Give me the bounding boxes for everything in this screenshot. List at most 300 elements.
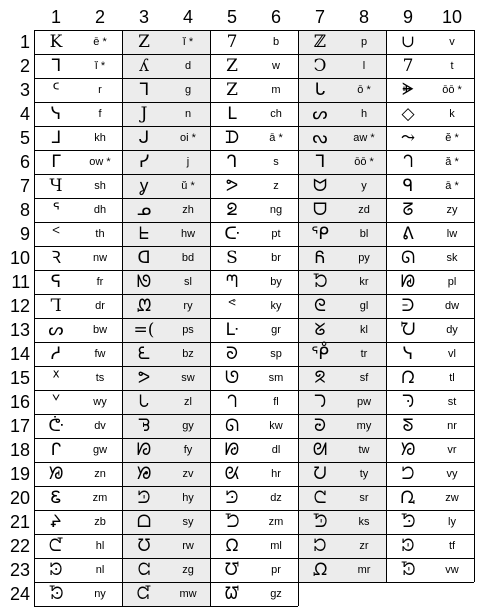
row-divider [34, 270, 474, 271]
letter-glyph: ᕭ [401, 296, 415, 316]
letter-sound: ly [448, 516, 456, 528]
letter-glyph: ᒣ [50, 56, 62, 76]
letter-sound: gl [342, 294, 386, 318]
letter-sound: zv [166, 462, 210, 486]
letter-glyph: ᘕ [402, 416, 414, 436]
letter-glyph: ᕗ [122, 366, 166, 390]
letter-glyph: ᘭ [48, 536, 64, 556]
letter-glyph: ᓯ [122, 150, 166, 174]
letter-sound: y [342, 174, 386, 198]
letter-glyph: ᘄ [298, 390, 342, 414]
letter-glyph: ᑫ [402, 176, 414, 196]
letter-sound: mr [342, 558, 386, 582]
letter-sound: rw [166, 534, 210, 558]
letter-glyph: K [49, 32, 63, 52]
letter-sound: kr [342, 270, 386, 294]
letter-glyph: ᖨ [50, 512, 62, 532]
letter-sound: ch [270, 108, 282, 120]
column-divider [298, 30, 299, 606]
letter-sound: kw [269, 420, 283, 432]
row-divider [34, 246, 474, 247]
letter-glyph: ᘠ [122, 462, 166, 486]
row-number: 21 [9, 512, 30, 532]
letter-glyph: ᘹ [122, 582, 166, 606]
letter-glyph: ᒐ [298, 78, 342, 102]
row-divider [34, 174, 474, 175]
letter-glyph: Ч [49, 176, 63, 196]
letter-sound: g [166, 78, 210, 102]
letter-sound: bd [166, 246, 210, 270]
letter-glyph: ᘗ [122, 438, 166, 462]
letter-sound: dh [93, 204, 107, 216]
row-divider [34, 342, 474, 343]
letter-sound: wy [93, 396, 107, 408]
letter-sound: dz [270, 492, 282, 504]
letter-sound: ty [342, 462, 386, 486]
letter-glyph: ᘰ [298, 534, 342, 558]
row-number: 13 [9, 320, 30, 340]
letter-sound: sf [342, 366, 386, 390]
row-divider [34, 318, 474, 319]
letter-sound: ow * [89, 156, 111, 168]
letter-sound: hr [271, 468, 281, 480]
letter-sound: dl [271, 444, 281, 456]
letter-sound: tr [342, 342, 386, 366]
letter-sound: kl [342, 318, 386, 342]
letter-glyph: Ᏺ [298, 246, 342, 270]
letter-glyph: 7 [226, 32, 238, 52]
letter-glyph: Ꝛ [51, 248, 61, 268]
letter-glyph: ᔕ [48, 320, 64, 340]
letter-sound: hy [166, 486, 210, 510]
letter-glyph: ᘁ [51, 392, 61, 412]
letter-glyph: ᘞ [400, 440, 416, 460]
letter-sound: ĭ * [94, 60, 106, 72]
letter-glyph: ∪ [400, 32, 416, 52]
letter-glyph: ᒥ [51, 152, 61, 172]
row-divider [34, 462, 474, 463]
letter-sound: ng [269, 204, 283, 216]
letter-sound: sy [166, 510, 210, 534]
letter-glyph: ᘙ [224, 440, 240, 460]
letter-sound: sl [166, 270, 210, 294]
letter-glyph: ᒷ [225, 320, 239, 340]
letter-sound: zn [94, 468, 106, 480]
letter-glyph: ᘓ [298, 294, 342, 318]
row-number: 24 [9, 584, 30, 604]
letter-glyph: Z [226, 80, 238, 100]
letter-sound: fl [273, 396, 279, 408]
letter-glyph: ᘨ [400, 320, 416, 340]
letter-glyph: Ͻ [298, 54, 342, 78]
row-number: 18 [9, 440, 30, 460]
letter-sound: aw * [342, 126, 386, 150]
letter-glyph: ᒋ [50, 440, 62, 460]
letter-sound: nr [447, 420, 457, 432]
letter-sound: j [166, 150, 210, 174]
letter-glyph: =( [122, 318, 166, 342]
letter-glyph: ᒉ [226, 152, 238, 172]
letter-sound: mw [166, 582, 210, 606]
letter-sound: z [273, 180, 279, 192]
letter-sound: fy [166, 438, 210, 462]
letter-sound: ky [270, 300, 282, 312]
letter-glyph: ᓄ [122, 198, 166, 222]
letter-sound: sp [270, 348, 282, 360]
letter-glyph: J [122, 102, 166, 126]
letter-sound: kh [94, 132, 106, 144]
row-number: 11 [11, 272, 30, 292]
letter-sound: fw [94, 348, 106, 360]
row-divider [34, 558, 474, 559]
letter-glyph: ᓱ [50, 344, 62, 364]
letter-sound: vy [446, 468, 458, 480]
letter-glyph: ᘜ [298, 318, 342, 342]
letter-glyph: ᘮ [122, 534, 166, 558]
column-divider [474, 30, 475, 582]
letter-sound: zd [342, 198, 386, 222]
column-divider [122, 30, 123, 606]
column-number: 8 [358, 7, 369, 27]
letter-glyph: ᘯ [225, 536, 239, 556]
letter-sound: gy [166, 414, 210, 438]
letter-sound: dy [446, 324, 458, 336]
letter-glyph: ᘛ [298, 438, 342, 462]
letter-sound: ps [166, 318, 210, 342]
letter-sound: zr [342, 534, 386, 558]
row-number: 19 [9, 464, 30, 484]
letter-glyph: ᘻ [122, 294, 166, 318]
row-divider [34, 222, 474, 223]
letter-sound: sk [446, 252, 458, 264]
letter-glyph: ᘟ [48, 464, 64, 484]
letter-sound: ŭ * [166, 174, 210, 198]
letter-glyph: ᕁ [51, 368, 61, 388]
letter-sound: nl [95, 564, 105, 576]
row-divider [34, 582, 474, 583]
letter-glyph: ᘝ [298, 366, 342, 390]
column-header [34, 6, 474, 28]
letter-glyph: ᕾ [298, 342, 342, 366]
letter-sound: ĕ * [445, 132, 459, 144]
letter-sound: v [449, 36, 455, 48]
letter-sound: r [98, 84, 102, 96]
letter-glyph: ᘉ [225, 272, 239, 292]
letter-glyph: ᒣ [122, 78, 166, 102]
letter-glyph: ᘵ [298, 558, 342, 582]
letter-sound: by [270, 276, 282, 288]
letter-glyph: ᗜ [298, 198, 342, 222]
letter-glyph: ᘚ [122, 270, 166, 294]
letter-glyph: ᘶ [298, 270, 342, 294]
letter-sound: ĭ * [166, 30, 210, 54]
row-number: 2 [19, 56, 30, 76]
row-divider [34, 486, 474, 487]
letter-sound: ē * [93, 36, 107, 48]
letter-glyph: ᘳ [122, 558, 166, 582]
letter-glyph: ᗡ [122, 246, 166, 270]
letter-sound: gr [271, 324, 281, 336]
letter-sound: zg [166, 558, 210, 582]
letter-glyph: ᒍ [122, 126, 166, 150]
letter-sound: dv [94, 420, 106, 432]
letter-sound: s [273, 156, 279, 168]
letter-glyph: ᔕ [298, 102, 342, 126]
letter-glyph: ᘏ [400, 248, 416, 268]
letter-sound: ks [342, 510, 386, 534]
column-divider [210, 30, 211, 606]
letter-sound: bz [166, 342, 210, 366]
letter-sound: ōō * [342, 150, 386, 174]
letter-sound: py [342, 246, 386, 270]
letter-glyph: ᘪ [224, 512, 240, 532]
row-number: 1 [19, 32, 30, 52]
column-number: 3 [138, 7, 149, 27]
letter-sound: th [95, 228, 105, 240]
letter-sound: pl [447, 276, 457, 288]
letter-glyph: ᘒ [298, 414, 342, 438]
letter-sound: f [98, 108, 102, 120]
letter-sound: gw [92, 444, 108, 456]
letter-glyph: Ꞁ [50, 296, 62, 316]
letter-glyph: ᑢ [224, 224, 240, 244]
letter-glyph: S [226, 248, 238, 268]
letter-sound: my [342, 414, 386, 438]
letter-glyph: ᘏ [224, 416, 240, 436]
row-divider [34, 606, 298, 607]
letter-sound: oi * [166, 126, 210, 150]
letter-glyph: ᓭ [402, 344, 414, 364]
letter-sound: vw [445, 564, 459, 576]
letter-sound: zl [166, 390, 210, 414]
column-number: 7 [314, 7, 325, 27]
letter-sound: sm [268, 372, 284, 384]
letter-sound: d [166, 54, 210, 78]
column-number: 10 [441, 7, 463, 27]
letter-glyph: ᓭ [50, 104, 62, 124]
letter-sound: sw [166, 366, 210, 390]
letter-sound: lw [446, 228, 458, 240]
row-divider [34, 150, 474, 151]
letter-glyph: ᘢ [298, 462, 342, 486]
letter-glyph: ᘖ [226, 200, 238, 220]
letter-sound: ōō * [442, 84, 462, 96]
letter-glyph: ᘂ [122, 390, 166, 414]
row-divider [34, 78, 474, 79]
letter-sound: zb [94, 516, 106, 528]
row-number: 4 [19, 104, 30, 124]
row-number: 14 [9, 344, 30, 364]
letter-sound: pt [271, 228, 281, 240]
letter-sound: b [272, 36, 280, 48]
row-divider [34, 366, 474, 367]
row-number: 16 [9, 392, 30, 412]
letter-glyph: ᒪ [227, 104, 237, 124]
letter-sound: bl [342, 222, 386, 246]
letter-sound: sr [342, 486, 386, 510]
column-number: 2 [94, 7, 105, 27]
letter-sound: hl [95, 540, 105, 552]
letter-glyph: ⤳ [400, 128, 416, 148]
letter-sound: br [271, 252, 281, 264]
row-divider [34, 438, 474, 439]
letter-glyph: ᘧ [298, 486, 342, 510]
letter-sound: nw [92, 252, 108, 264]
letter-glyph: ᖶ [122, 222, 166, 246]
letter-glyph: ᑉ [51, 224, 61, 244]
letter-sound: h [342, 102, 386, 126]
letter-sound: ă * [445, 156, 459, 168]
letter-glyph: ᘬ [400, 512, 416, 532]
letter-sound: tw [342, 438, 386, 462]
letter-glyph: ᕝ [227, 296, 237, 316]
letter-glyph: ᘩ [400, 488, 416, 508]
letter-sound: zh [166, 198, 210, 222]
letter-glyph: ᗢ [298, 174, 342, 198]
letter-glyph: 7 [402, 56, 414, 76]
letter-glyph: ᗪ [224, 128, 240, 148]
letter-glyph: ᕩ [48, 416, 64, 436]
letter-glyph: ᒧ [50, 128, 62, 148]
letter-sound: gz [270, 588, 282, 600]
letter-glyph: ᘱ [401, 536, 415, 556]
column-number: 9 [402, 7, 413, 27]
letter-sound: vl [448, 348, 456, 360]
letter-sound: ny [94, 588, 106, 600]
row-divider [34, 510, 474, 511]
letter-glyph: ᕿ [298, 222, 342, 246]
letter-sound: sh [94, 180, 106, 192]
letter-sound: vr [447, 444, 457, 456]
letter-sound: hw [166, 222, 210, 246]
letter-sound: ts [95, 372, 105, 384]
column-number: 6 [270, 7, 281, 27]
row-divider [34, 534, 474, 535]
letter-sound: pw [342, 390, 386, 414]
row-number: 6 [19, 152, 30, 172]
row-number: 17 [9, 416, 30, 436]
row-number: 5 [19, 128, 30, 148]
alphabet-grid [34, 30, 474, 612]
row-divider [34, 294, 474, 295]
letter-glyph: ◇ [401, 104, 415, 124]
row-divider [34, 198, 474, 199]
row-number: 3 [19, 80, 30, 100]
row-number: 23 [9, 560, 30, 580]
letter-glyph: ᕋ [50, 272, 62, 292]
letter-glyph: ᘤ [401, 464, 415, 484]
letter-glyph: ᗙ [401, 80, 415, 100]
letter-glyph: Ꮛ [50, 488, 62, 508]
letter-sound: ml [270, 540, 282, 552]
letter-glyph: ᒣ [298, 150, 342, 174]
row-number: 10 [9, 248, 30, 268]
letter-glyph: ᘃ [226, 392, 238, 412]
row-divider [34, 126, 474, 127]
letter-sound: n [166, 102, 210, 126]
letter-glyph: ᘔ [402, 200, 414, 220]
letter-glyph: ᑦ [52, 80, 60, 100]
column-divider [34, 30, 35, 606]
letter-sound: dr [95, 300, 105, 312]
letter-glyph: ᗝ [122, 510, 166, 534]
row-number: 8 [19, 200, 30, 220]
letter-glyph: ᘆ [401, 392, 415, 412]
letter-glyph: ᘣ [401, 368, 415, 388]
column-number: 4 [182, 7, 193, 27]
letter-sound: zm [268, 516, 284, 528]
letter-glyph: ᘴ [224, 560, 240, 580]
letter-glyph: ᘃ [402, 152, 414, 172]
letter-glyph: ᕕ [402, 224, 414, 244]
row-number: 9 [19, 224, 30, 244]
letter-glyph: ᘦ [225, 488, 239, 508]
letter-glyph: ᘸ [48, 584, 64, 604]
row-divider [34, 414, 474, 415]
letter-glyph: ᘐ [226, 344, 238, 364]
letter-glyph: ᘡ [224, 464, 240, 484]
letter-glyph: ᘫ [298, 510, 342, 534]
letter-sound: zm [92, 492, 108, 504]
column-number: 1 [50, 7, 61, 27]
letter-glyph: ᘎ [224, 368, 240, 388]
letter-sound: bw [92, 324, 108, 336]
letter-sound: dw [444, 300, 460, 312]
letter-sound: ō * [342, 78, 386, 102]
letter-glyph: ᕗ [225, 176, 239, 196]
letter-sound: zw [445, 492, 459, 504]
letter-glyph: Z [122, 30, 166, 54]
row-number: 15 [9, 368, 30, 388]
letter-sound: tf [448, 540, 456, 552]
letter-sound: t [450, 60, 454, 72]
letter-sound: k [449, 108, 455, 120]
letter-sound: tl [449, 372, 455, 384]
letter-glyph: ℤ [298, 30, 342, 54]
letter-glyph: ᘲ [49, 560, 63, 580]
letter-glyph: ᔓ [298, 126, 342, 150]
letter-glyph: ᘋ [122, 414, 166, 438]
letter-glyph: ᘥ [122, 486, 166, 510]
row-divider [34, 30, 474, 31]
letter-sound: ā * [269, 132, 283, 144]
letter-sound: pr [271, 564, 281, 576]
letter-sound: zy [446, 204, 458, 216]
letter-glyph: ᕐ [52, 200, 60, 220]
letter-sound: w [272, 60, 280, 72]
letter-glyph: ᘷ [400, 560, 416, 580]
letter-glyph: ỿ [122, 174, 166, 198]
letter-sound: st [447, 396, 457, 408]
column-number: 5 [226, 7, 237, 27]
row-number: 12 [9, 296, 30, 316]
row-number: 7 [19, 176, 30, 196]
letter-glyph: Z [226, 56, 238, 76]
column-divider [386, 30, 387, 582]
letter-sound: ry [166, 294, 210, 318]
row-divider [34, 102, 474, 103]
row-divider [34, 390, 474, 391]
letter-sound: fr [96, 276, 104, 288]
row-number: 22 [9, 536, 30, 556]
row-number: 20 [9, 488, 30, 508]
letter-glyph: ᘘ [400, 272, 416, 292]
letter-sound: m [271, 84, 281, 96]
letter-glyph: ᘍ [122, 342, 166, 366]
letter-glyph: ʎ [122, 54, 166, 78]
letter-sound: ā * [445, 180, 459, 192]
letter-sound: l [342, 54, 386, 78]
